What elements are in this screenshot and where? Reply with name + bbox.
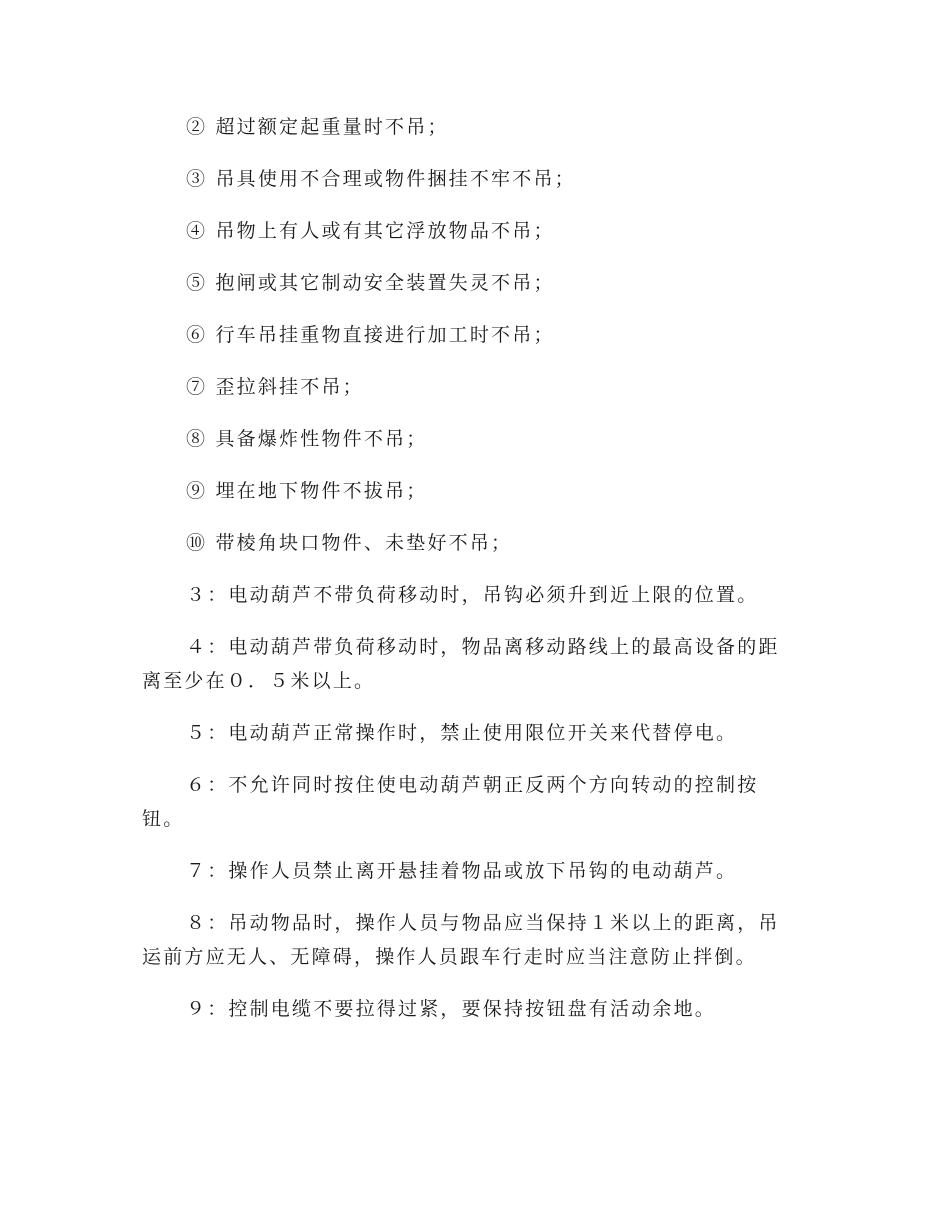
list-item — [142, 318, 802, 352]
rule-line-continuation: 钮。 — [142, 808, 185, 830]
rule-line: ５：电动葫芦正常操作时，禁止使用限位开关来代替停电。 — [186, 722, 738, 744]
list-item-text: ③ 吊具使用不合理或物件捆挂不牢不吊； — [186, 168, 576, 190]
list-item-text: ⑩ 带棱角块口物件、未垫好不吊； — [186, 532, 513, 554]
rule-line: ７：操作人员禁止离开悬挂着物品或放下吊钩的电动葫芦。 — [186, 860, 738, 882]
rule-line: ３：电动葫芦不带负荷移动时，吊钩必须升到近上限的位置。 — [186, 584, 759, 606]
list-item — [142, 526, 802, 560]
list-item-text: ⑦ 歪拉斜挂不吊； — [186, 376, 364, 398]
rule-paragraph — [142, 906, 802, 974]
rule-paragraph — [142, 578, 802, 612]
rule-line: ４：电动葫芦带负荷移动时，物品离移动路线上的最高设备的距 — [186, 636, 780, 658]
list-item-text: ⑤ 抱闸或其它制动安全装置失灵不吊； — [186, 272, 555, 294]
rule-paragraph — [142, 768, 802, 836]
list-item — [142, 214, 802, 248]
list-item — [142, 370, 802, 404]
list-item-text: ⑧ 具备爆炸性物件不吊； — [186, 428, 428, 450]
rule-line: ６：不允许同时按住使电动葫芦朝正反两个方向转动的控制按 — [186, 774, 759, 796]
list-item — [142, 110, 802, 144]
rule-paragraph — [142, 992, 802, 1026]
rule-line: ９：控制电缆不要拉得过紧，要保持按钮盘有活动余地。 — [186, 998, 717, 1020]
list-item — [142, 266, 802, 300]
list-item-text: ② 超过额定起重量时不吊； — [186, 116, 449, 138]
list-item-text: ⑨ 埋在地下物件不拔吊； — [186, 480, 428, 502]
list-item-text: ⑥ 行车吊挂重物直接进行加工时不吊； — [186, 324, 555, 346]
rule-paragraph — [142, 716, 802, 750]
rule-line-continuation: 运前方应无人、无障碍，操作人员跟车行走时应当注意防止拌倒。 — [142, 946, 757, 968]
rule-paragraph — [142, 854, 802, 888]
list-item-text: ④ 吊物上有人或有其它浮放物品不吊； — [186, 220, 555, 242]
rule-line-continuation: 离至少在０．５米以上。 — [142, 670, 376, 692]
list-item — [142, 474, 802, 508]
list-item — [142, 422, 802, 456]
rule-line: ８：吊动物品时，操作人员与物品应当保持１米以上的距离，吊 — [186, 912, 780, 934]
list-item — [142, 162, 802, 196]
rule-paragraph — [142, 630, 802, 698]
document-body — [142, 110, 802, 1044]
